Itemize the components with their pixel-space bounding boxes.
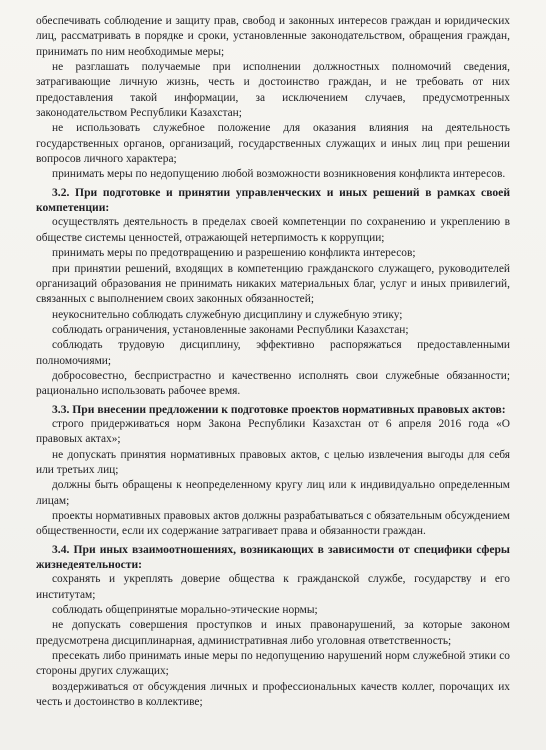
section-heading-3-4: 3.4. При иных взаимоотношениях, возникающих в зависимости от специфики сферы жизнедеятельности: xyxy=(36,542,510,572)
paragraph-no-offenses: не допускать совершения проступков и иных правонарушений, за которые законом предусмотрена дисциплинарная, административная либо уголовная ответственность; xyxy=(36,619,510,647)
paragraph-no-benefits: при принятии решений, входящих в компетенцию гражданского служащего, руководителей организаций образования не принимать никаких материальных благ, услуг и иных привилегий, связанных с выполнением своих законных обязанностей; xyxy=(36,262,510,306)
paragraph-privacy: не разглашать получаемые при исполнении должностных полномочий сведения, затрагивающие личную жизнь, честь и достоинство граждан, и не требовать от них предоставления такой информации, за исключением случаев, предусмотренных законодательством Республики Казахстан; xyxy=(36,61,510,120)
paragraph-diligence: добросовестно, беспристрастно и качественно исполнять свои служебные обязанности; рационально использовать рабочее время. xyxy=(36,369,510,398)
paragraph-addressed-persons: должны быть обращены к неопределенному кругу лиц или к индивидуально определенным лицам; xyxy=(36,479,510,507)
paragraph-values: осуществлять деятельность в пределах своей компетенции по сохранению и укреплению в обществе системы ценностей, отражающей нетерпимость к коррупции; xyxy=(36,216,510,244)
paragraph-conflict-of-interest: принимать меры по недопущению любой возможности возникновения конфликта интересов. xyxy=(52,168,506,181)
paragraph-restrictions: соблюдать ограничения, установленные законами Республики Казахстан; xyxy=(52,323,409,336)
paragraph-law-adherence: строго придерживаться норм Закона Республики Казахстан от 6 апреля 2016 года «О правовых актах»; xyxy=(36,417,510,446)
paragraph-moral-norms: соблюдать общепринятые морально-этические нормы; xyxy=(52,604,318,617)
paragraph-rights-protection: обеспечивать соблюдение и защиту прав, свобод и законных интересов граждан и юридических лиц, рассматривать в порядке и сроки, установленные законодательством, обращения граждан, принимать по ним необходимые меры; xyxy=(36,15,510,58)
paragraph-stop-violations: пресекать либо принимать иные меры по недопущению нарушений норм служебной этики со стороны других служащих; xyxy=(36,650,510,678)
section-heading-3-3: 3.3. При внесении предложении к подготовке проектов нормативных правовых актов: xyxy=(52,402,506,416)
paragraph-public-discussion: проекты нормативных правовых актов должны разрабатываться с обязательным обсуждением общественности, если их содержание затрагивает права и обязанности граждан. xyxy=(36,510,510,538)
paragraph-labor-discipline: соблюдать трудовую дисциплину, эффективно распоряжаться предоставленными полномочиями; xyxy=(36,339,510,367)
paragraph-official-position: не использовать служебное положение для оказания влияния на деятельность государственных органов, организаций, государственных служащих и иных лиц при решении вопросов личного характера; xyxy=(36,122,510,166)
paragraph-no-gossip: воздерживаться от обсуждения личных и профессиональных качеств коллег, порочащих их честь и достоинство в коллективе; xyxy=(36,680,510,709)
paragraph-discipline-ethics: неукоснительно соблюдать служебную дисциплину и служебную этику; xyxy=(52,308,403,321)
paragraph-public-trust: сохранять и укреплять доверие общества к гражданской службе, государству и его институтам; xyxy=(36,573,510,601)
paragraph-no-self-benefit: не допускать принятия нормативных правовых актов, с целью извлечения выгоды для себя или третьих лиц; xyxy=(36,448,510,476)
paragraph-prevent-conflict: принимать меры по предотвращению и разрешению конфликта интересов; xyxy=(52,247,416,260)
section-heading-3-2: 3.2. При подготовке и принятии управленческих и иных решений в рамках своей компетенции: xyxy=(36,185,510,215)
